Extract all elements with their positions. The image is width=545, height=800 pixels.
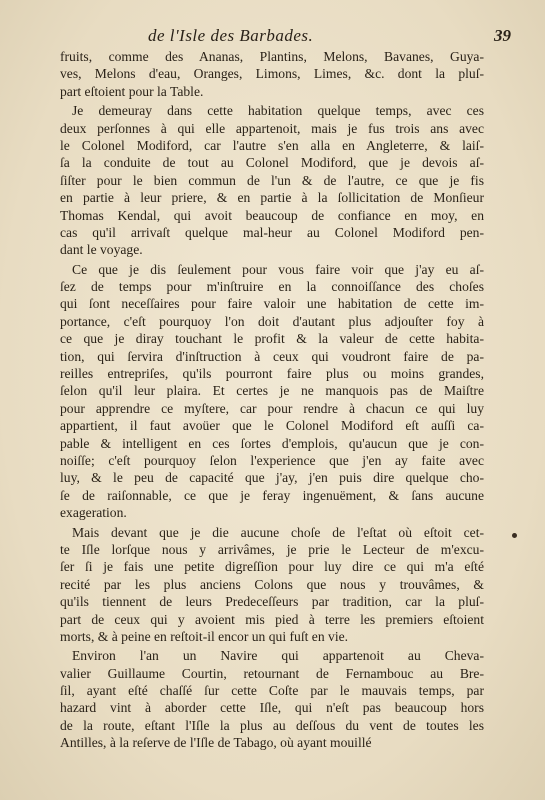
text-line: Je demeuray dans cette habitation quelque temps, avec ces: [72, 103, 484, 119]
text-line: qui ſont neceſſaires pour faire valoir une habitation de cette im-: [60, 296, 484, 312]
text-line: pour apprendre ce myſtere, car pour rendre à chacun ce qui luy: [60, 400, 484, 416]
paragraph: [60, 524, 484, 646]
text-line: luy, & le peu de capacité que j'ay, j'en puis dire quelque cho-: [60, 470, 484, 486]
text-line: Ce que je dis ſeulement pour vous faire voir que j'ay eu aſ-: [72, 261, 484, 277]
text-line: te Iſle lorſque nous y arrivâmes, je prie le Lecteur de m'excu-: [60, 541, 484, 557]
text-line: Mais devant que je die aucune choſe de l'eſtat où eſtoit cet-: [72, 524, 484, 540]
text-line: portance, c'eſt pourquoy l'on doit d'autant plus adjouſter foy à: [60, 313, 484, 329]
text-line: en partie à leur priere, & en partie à la ſollicitation de Monſieur: [60, 190, 484, 206]
text-line: ſa la conduite de tout au Colonel Modiford, que je devois aſ-: [60, 155, 484, 171]
body-text: [60, 48, 484, 752]
text-line: ſe de raiſonnable, ce que je feray ingenuëment, & ſans aucune: [60, 487, 484, 503]
text-line: Antilles, à la reſerve de l'Iſle de Tabago, où ayant mouillé: [60, 735, 372, 751]
text-line: dant le voyage.: [60, 242, 143, 258]
text-line: valier Guillaume Courtin, retournant de Fernambouc au Bre-: [60, 665, 484, 681]
text-line: part de ceux qui y avoient mis pied à terre les premiers eſtoient: [60, 611, 484, 627]
running-head: [0, 26, 545, 48]
text-line: ſelon qu'il leur plaira. Et certes je ne manquois pas de Maiſtre: [60, 383, 484, 399]
page-number: 39: [494, 26, 511, 45]
text-line: Thomas Kendal, qui avoit beaucoup de confiance en moy, en: [60, 207, 484, 223]
text-line: ves, Melons d'eau, Oranges, Limons, Limes, &c. dont la pluſ-: [60, 66, 484, 82]
text-line: morts, & à peine en reſtoit-il encor un qui fuſt en vie.: [60, 628, 349, 644]
text-line: de la route, eſtant l'Iſle la plus au deſſous du vent de toutes les: [60, 717, 484, 733]
text-line: le Colonel Modiford, car l'autre s'en alla en Angleterre, & laiſ-: [60, 137, 484, 153]
text-line: noiſſe; c'eſt pourquoy ſelon l'experience que j'en ay faite avec: [60, 452, 484, 468]
text-line: Environ l'an un Navire qui appartenoit au Cheva-: [72, 648, 484, 664]
text-line: ſer ſi je fais une petite digreſſion pour luy dire ce qui m'a eſté: [60, 559, 484, 575]
text-line: pable & intelligent en ces ſortes d'emplois, qu'aucun que je con-: [60, 435, 484, 451]
text-line: part eſtoient pour la Table.: [60, 83, 204, 99]
ink-spot: [512, 533, 517, 538]
text-line: qu'ils tiennent de leurs Predeceſſeurs par tradition, car la pluſ-: [60, 594, 484, 610]
text-line: ſez de temps pour m'inſtruire en la connoiſſance des choſes: [60, 279, 484, 295]
text-line: tion, qui ſervira d'inſtruction à ceux qui voudront faire de pa-: [60, 348, 484, 364]
text-line: ce que je diray touchant le profit & la valeur de cette habita-: [60, 331, 484, 347]
text-line: deux perſonnes à qui elle appartenoit, mais je fus trois ans avec: [60, 120, 484, 136]
text-line: fruits, comme des Ananas, Plantins, Melons, Bavanes, Guya-: [60, 49, 484, 64]
text-line: recité par les plus anciens Colons que nous y trouvâmes, &: [60, 576, 484, 592]
running-title: de l'Isle des Barbades.: [148, 26, 314, 45]
paragraph: [60, 261, 484, 522]
text-line: reilles entrepriſes, qu'ils pourront faire plus ou moins grandes,: [60, 366, 484, 382]
text-line: ſil, ayant eſté chaſſé ſur cette Coſte par le mauvais temps, par: [60, 683, 484, 699]
text-line: exageration.: [60, 505, 127, 521]
text-line: ſiſter pour le bien commun de l'un & de l'autre, ce que je fis: [60, 172, 484, 188]
text-line: hazard vint à aborder cette Iſle, qui n'eſt pas beaucoup hors: [60, 700, 484, 716]
paragraph: [60, 647, 484, 751]
text-line: appartient, il faut avoüer que le Colonel Modiford eſt auſſi ca-: [60, 418, 484, 434]
paragraph: [60, 102, 484, 259]
text-line: cas qu'il arrivaſt quelque mal-heur au Colonel Modiford pen-: [60, 224, 484, 240]
paragraph: [60, 48, 484, 100]
